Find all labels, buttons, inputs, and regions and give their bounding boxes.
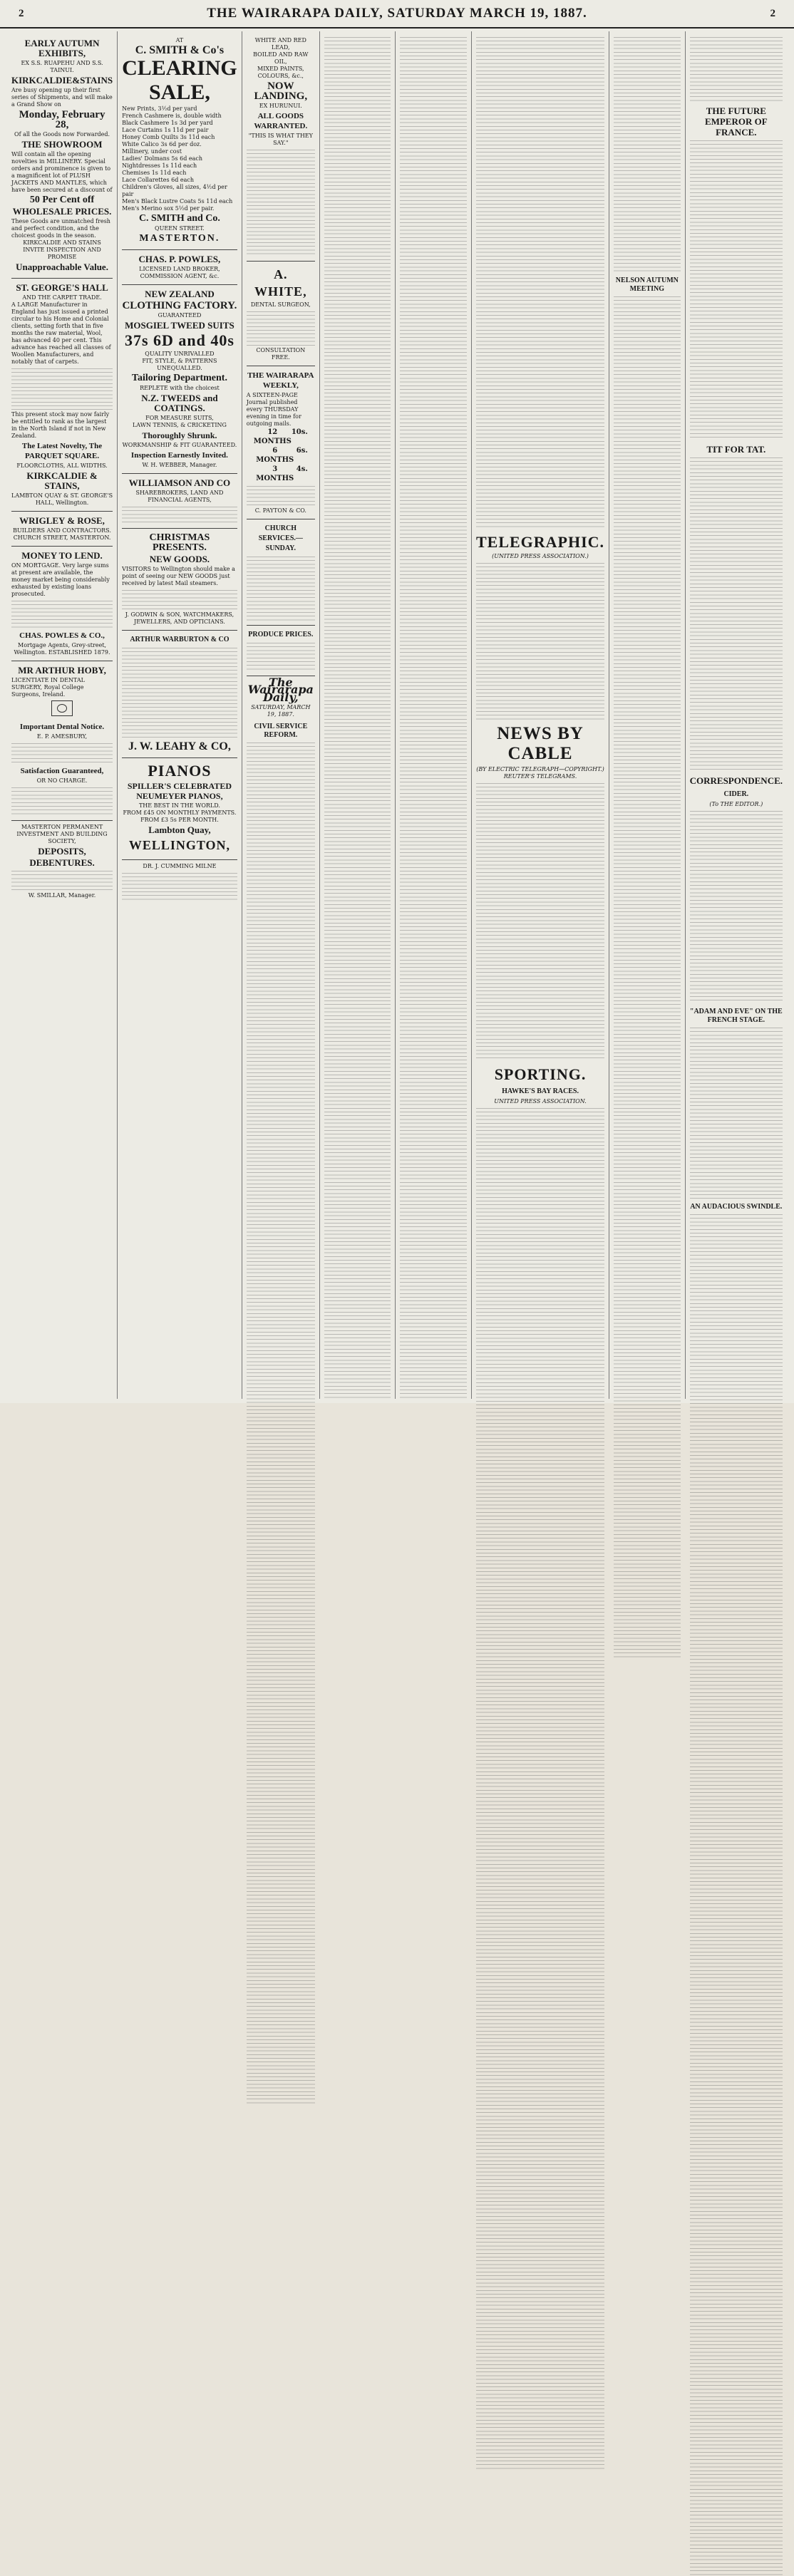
ad-heading: Unapproachable Value. <box>16 262 108 272</box>
ad-williamson <box>122 474 237 529</box>
ad-signature: W. H. WEBBER, Manager. <box>142 462 217 468</box>
ad-address: CHURCH STREET, MASTERTON. <box>13 534 111 541</box>
church-services <box>247 519 315 626</box>
article-text <box>324 37 391 1399</box>
editorial-date: SATURDAY, MARCH 19, 1887. <box>251 704 311 718</box>
ad-title: NOW LANDING, <box>254 81 308 102</box>
ad-text: EX HURUNUI. <box>259 103 302 109</box>
ad-text: MIXED PAINTS, COLOURS, &c., <box>257 66 304 79</box>
ad-warburton <box>122 631 237 758</box>
section-heading: CHURCH SERVICES.—SUNDAY. <box>258 524 303 552</box>
article-text <box>476 37 604 529</box>
ad-pianos <box>122 758 237 860</box>
ad-heading: DEBENTURES. <box>29 857 95 869</box>
page-number-left: 2 <box>19 7 24 19</box>
ad-text: GUARANTEED <box>158 312 202 319</box>
section-subheading: REUTER'S TELEGRAMS. <box>503 773 577 780</box>
section-heading: PRODUCE PRICES. <box>248 631 314 638</box>
subscription-rates <box>247 428 315 483</box>
ad-text: REPLETE with the choicest <box>140 385 220 391</box>
sale-item: White Calico 3s 6d per doz. <box>122 141 202 148</box>
article-text <box>690 1028 783 1199</box>
ad-title: MASTERTON PERMANENT INVESTMENT AND BUILDING SOCIETY, <box>16 824 108 845</box>
article-text <box>614 37 681 272</box>
text-lines <box>122 873 237 901</box>
ad-heading: THE SHOWROOM <box>21 139 103 150</box>
ad-title: ST. GEORGE'S HALL <box>16 282 108 293</box>
ad-title: A. WHITE, <box>254 267 307 299</box>
sale-item: New Prints, 3½d per yard <box>122 105 197 112</box>
rate-price: 10s. <box>291 428 308 436</box>
ad-weekly <box>247 366 315 519</box>
ad-heading: WHOLESALE PRICES. <box>12 206 112 217</box>
sale-item: French Cashmere is, double width <box>122 113 222 119</box>
text-lines <box>11 601 113 629</box>
ad-title: CHRISTMAS PRESENTS. <box>149 532 210 553</box>
article-text <box>690 140 783 440</box>
article-text <box>690 811 783 1003</box>
article-title: NELSON AUTUMN MEETING <box>615 276 679 293</box>
rate-row <box>247 428 315 446</box>
ad-text: A SIXTEEN-PAGE Journal published every THURSDAY evening in time for outgoing mails. <box>246 392 301 427</box>
rate-period: 3 MONTHS <box>256 465 294 482</box>
column-5 <box>396 31 472 1399</box>
ad-text: VISITORS to Wellington should make a point of seeing our NEW GOODS just received by latest Mail steamers. <box>122 566 235 586</box>
ad-subtitle: BUILDERS AND CONTRACTORS. <box>13 527 111 534</box>
text-lines <box>247 311 315 347</box>
section-heading-telegraphic: TELEGRAPHIC. <box>475 533 605 551</box>
editorial-text <box>247 743 315 2104</box>
ad-text: LICENTIATE IN DENTAL SURGERY, Royal College Surgeons, Ireland. <box>11 677 85 698</box>
article-text <box>476 1108 604 2470</box>
article-text <box>400 37 467 1399</box>
ad-subtitle: OR NO CHARGE. <box>36 777 88 785</box>
sale-item: Nightdresses 1s 11d each <box>122 162 197 169</box>
ad-text: AT <box>175 37 184 43</box>
ad-text: These Goods are unmatched fresh and perfect condition, and the choicest goods in the season. <box>11 218 110 239</box>
sale-item: Millinery, under cost <box>122 148 182 155</box>
sale-item: Lace Curtains 1s 11d per pair <box>122 127 209 133</box>
ad-address: LAMBTON QUAY & ST. GEORGE'S HALL, Wellington. <box>11 492 113 506</box>
article-text <box>690 37 783 101</box>
ad-title: EARLY AUTUMN EXHIBITS, <box>24 38 100 58</box>
ad-signature: J. GODWIN & SON, WATCHMAKERS, JEWELLERS, AND OPTICIANS. <box>125 611 234 625</box>
ad-heading: MOSGIEL TWEED SUITS <box>125 320 234 331</box>
rate-period: 6 MONTHS <box>256 447 294 464</box>
article-title: AN AUDACIOUS SWINDLE. <box>690 1203 783 1211</box>
ad-text: LAWN TENNIS, & CRICKETING <box>132 422 227 428</box>
ad-text: Of all the Goods now Forwarded. <box>14 131 110 138</box>
ad-building-society <box>11 821 113 904</box>
ad-paints <box>247 34 315 262</box>
rate-row <box>247 446 315 465</box>
section-heading-news-by-cable: NEWS BY CABLE <box>497 724 584 763</box>
ad-title: WILLIAMSON AND CO <box>128 477 231 488</box>
ad-discount: 50 Per Cent off <box>29 195 95 205</box>
ad-firm: C. SMITH and Co. <box>138 213 220 224</box>
ad-date: Monday, February 28, <box>19 109 105 130</box>
sale-item: Black Cashmere 1s 3d per yard <box>122 120 213 126</box>
section-subheading: (To THE EDITOR.) <box>709 801 763 807</box>
sale-item: Men's Black Lustre Coats 5s 11d each <box>122 198 233 205</box>
column-6 <box>472 31 609 1399</box>
ad-firm: C. SMITH & Co's <box>135 44 225 56</box>
article-text <box>476 563 604 720</box>
article-title: HAWKE'S BAY RACES. <box>502 1087 579 1095</box>
ad-title: NEW ZEALAND <box>145 289 215 299</box>
sale-item: Children's Gloves, all sizes, 4½d per pair <box>122 184 227 197</box>
ad-clothing-factory <box>122 285 237 474</box>
ad-heading: Inspection Earnestly Invited. <box>130 451 228 460</box>
ad-town: WELLINGTON, <box>128 838 231 852</box>
tooth-emblem-icon <box>51 700 73 716</box>
text-lines <box>247 557 315 621</box>
article-text <box>614 296 681 1658</box>
ad-firm: J. W. LEAHY & CO, <box>128 740 231 752</box>
ad-heading: The Latest Novelty, The PARQUET SQUARE. <box>21 442 103 460</box>
sale-item: Honey Comb Quilts 3s 11d each <box>122 134 215 140</box>
ad-heading: N.Z. TWEEDS and COATINGS. <box>141 393 218 413</box>
article-title: TIT FOR TAT. <box>706 444 766 455</box>
ad-heading: ALL GOODS WARRANTED. <box>254 112 308 130</box>
ad-text: QUALITY UNRIVALLED <box>145 351 215 357</box>
article-text <box>476 783 604 1061</box>
ad-powles <box>122 250 237 285</box>
ad-text: This present stock may now fairly be entitled to rank as the largest in the North Island if not in New Zealand. <box>11 411 110 439</box>
text-lines <box>247 643 315 671</box>
produce-prices <box>247 626 315 676</box>
column-7 <box>609 31 686 1399</box>
ad-text: THE BEST IN THE WORLD. <box>138 802 220 809</box>
column-1 <box>7 31 118 1399</box>
ad-signature: C. PAYTON & CO. <box>254 507 306 514</box>
ad-price: 37s 6D and 40s <box>124 331 234 349</box>
ad-subtitle: SHAREBROKERS, LAND AND FINANCIAL AGENTS, <box>135 490 224 503</box>
ad-heading: Satisfaction Guaranteed, <box>20 767 104 776</box>
ad-subtitle: EX S.S. RUAPEHU AND S.S. TAINUI. <box>21 60 103 73</box>
rate-row <box>247 465 315 483</box>
ad-text: WHITE AND RED LEAD, <box>254 37 306 51</box>
article-title: THE FUTURE EMPEROR OF FRANCE. <box>704 105 768 138</box>
page-number-right: 2 <box>770 7 775 19</box>
ad-heading: Thoroughly Shrunk. <box>142 430 217 440</box>
ad-smith-clearing <box>122 34 237 250</box>
ad-title: WRIGLEY & ROSE, <box>19 515 105 526</box>
ad-milne <box>122 860 237 906</box>
ad-heading: NEW GOODS. <box>149 554 210 564</box>
ad-text: ON MORTGAGE. Very large sums at present are available, the money market being considerably exhausted by existing loans prosecuted. <box>11 562 110 597</box>
ad-address: Mortgage Agents, Grey-street, Wellington. ESTABLISHED 1879. <box>14 642 110 656</box>
text-lines <box>11 743 113 765</box>
text-lines <box>122 648 237 740</box>
columns <box>7 31 787 1399</box>
ad-heading: Important Dental Notice. <box>19 723 105 732</box>
ad-christmas <box>122 529 237 631</box>
ad-text: FLOORCLOTHS, ALL WIDTHS. <box>16 462 108 469</box>
ad-heading: Tailoring Department. <box>131 373 227 383</box>
text-lines <box>122 590 237 611</box>
newspaper-title: THE WAIRARAPA DAILY, SATURDAY MARCH 19, 1887. <box>207 6 587 21</box>
ad-firm: KIRKCALDIE & STAINS, <box>26 470 98 491</box>
ad-name: E. P. AMESBURY, <box>36 733 88 740</box>
section-heading-sporting: SPORTING. <box>494 1065 587 1083</box>
ad-autumn <box>11 34 113 279</box>
ad-title: MONEY TO LEND. <box>21 550 103 561</box>
article-title: "ADAM AND EVE" ON THE FRENCH STAGE. <box>689 1008 783 1024</box>
rate-price: 6s. <box>296 447 308 455</box>
ad-title: THE WAIRARAPA WEEKLY, <box>247 371 314 390</box>
article-text <box>690 1214 783 2576</box>
editorial-masthead: The Wairarapa Daily, <box>247 676 314 704</box>
ad-text: FROM £45 ON MONTHLY PAYMENTS. <box>123 809 237 816</box>
ad-subtitle: DENTAL SURGEON, <box>250 301 311 308</box>
ad-title: CLOTHING FACTORY. <box>122 300 237 311</box>
editorial-title: CIVIL SERVICE REFORM. <box>254 723 308 740</box>
text-lines <box>122 507 237 524</box>
ad-heading: SPILLER'S CELEBRATED NEUMEYER PIANOS, <box>127 781 232 801</box>
ad-address: Lambton Quay, <box>148 824 211 835</box>
ad-text: Are busy opening up their first series of Shipments, and will make a Grand Show on <box>11 87 113 108</box>
rate-period: 12 MONTHS <box>253 428 292 445</box>
ad-wrigley <box>11 512 113 547</box>
ad-text: "THIS IS WHAT THEY SAY." <box>248 133 313 146</box>
text-lines <box>247 486 315 507</box>
ad-address: QUEEN STREET. <box>155 225 205 232</box>
ad-town: MASTERTON. <box>139 233 220 244</box>
column-4 <box>320 31 396 1399</box>
sale-item: Ladies' Dolmans 5s 6d each <box>122 155 202 162</box>
ad-title: CHAS. P. POWLES, <box>138 254 221 264</box>
ad-money <box>11 547 113 661</box>
ad-title: PIANOS <box>148 762 212 780</box>
column-8 <box>686 31 787 1399</box>
text-lines <box>11 871 113 892</box>
ad-subtitle: LICENSED LAND BROKER, COMMISSION AGENT, &c. <box>139 266 220 279</box>
ad-title: MR ARTHUR HOBY, <box>18 665 106 676</box>
ad-title: DR. J. CUMMING MILNE <box>143 863 217 869</box>
ad-carpet <box>11 279 113 512</box>
ad-signature: W. SMILLAR, Manager. <box>28 892 96 899</box>
ad-text: FOR MEASURE SUITS, <box>145 415 214 421</box>
ad-title: CLEARING <box>122 56 237 80</box>
sale-item: Chemises 1s 11d each <box>122 170 187 176</box>
section-heading-correspondence: CORRESPONDENCE. <box>689 775 783 786</box>
sale-item: Lace Collarettes 6d each <box>122 177 195 183</box>
article-text <box>690 457 783 771</box>
ad-firm: CHAS. POWLES & CO., <box>19 631 105 640</box>
article-title: CIDER. <box>723 790 749 798</box>
section-subheading: (BY ELECTRIC TELEGRAPH—COPYRIGHT.) <box>476 766 604 772</box>
column-3 <box>242 31 320 1399</box>
sale-item-list <box>122 105 237 212</box>
ad-title: ARTHUR WARBURTON & CO <box>130 636 230 643</box>
ad-text: KIRKCALDIE AND STAINS INVITE INSPECTION AND PROMISE <box>23 239 101 260</box>
text-lines <box>247 150 315 257</box>
ad-firm: KIRKCALDIE&STAINS <box>11 75 113 86</box>
ad-text: BOILED AND RAW OIL, <box>253 51 309 65</box>
ad-text: FIT, STYLE, & PATTERNS UNEQUALLED. <box>142 358 217 371</box>
ad-subtitle: AND THE CARPET TRADE. <box>22 294 102 301</box>
ad-text: A LARGE Manufacturer in England has just issued a printed circular to his Home and Colonial clients, setting forth that in five months the raw material, Wool, has advanced 40 per cent. This advance has reached all classes of Woollen Manufacturers, and notably that of carpets. <box>11 301 111 365</box>
section-subheading: UNITED PRESS ASSOCIATION. <box>494 1098 587 1105</box>
ad-title: SALE, <box>148 81 210 104</box>
column-2 <box>118 31 242 1399</box>
rate-price: 4s. <box>296 465 308 473</box>
masthead <box>0 0 794 29</box>
ad-text: WORKMANSHIP & FIT GUARANTEED. <box>122 442 237 448</box>
ad-text: FROM £3 5s PER MONTH. <box>140 817 219 823</box>
sale-item: Men's Merino sox 5½d per pair. <box>122 205 215 212</box>
ad-white-dentist <box>247 262 315 366</box>
text-lines <box>11 787 113 816</box>
ad-text: CONSULTATION FREE. <box>256 347 306 361</box>
section-subheading: (UNITED PRESS ASSOCIATION.) <box>492 553 589 559</box>
text-lines <box>11 368 113 411</box>
ad-heading: DEPOSITS, <box>38 846 86 857</box>
ad-text: Will contain all the opening novelties in MILLINERY. Special orders and prominence is given to a magnificent lot of PLUSH JACKETS AND MANTLES, which have been secured at a discount of <box>11 151 113 193</box>
ad-hoby <box>11 661 113 821</box>
